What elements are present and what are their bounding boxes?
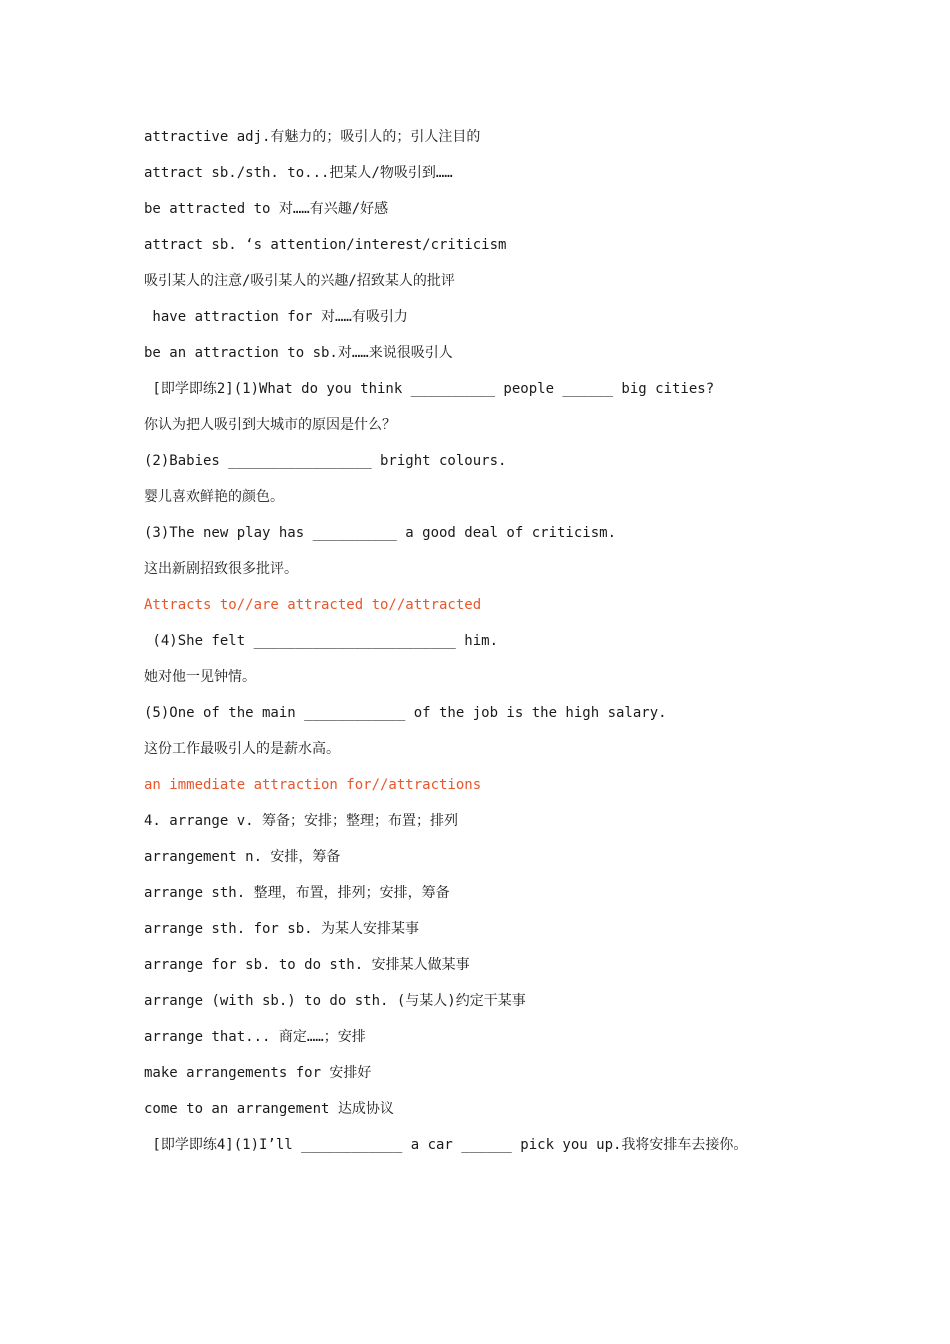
vocab-line-arrange-for-sb-to-do: arrange for sb. to do sth. 安排某人做某事 [144,957,470,973]
exercise-2-answer-1-3: Attracts to//are attracted to//attracted [144,597,482,613]
exercise-2-translation-1: 你认为把人吸引到大城市的原因是什么？ [144,417,396,433]
document-body [144,119,844,1163]
vocab-line-attract-attention: attract sb. ‘s attention/interest/criticism [144,237,507,253]
exercise-2-translation-3: 这出新剧招致很多批评。 [144,561,298,577]
vocab-line-arrange-sth-for-sb: arrange sth. for sb. 为某人安排某事 [144,921,420,937]
exercise-2-question-5: (5)One of the main ____________ of the job is the high salary. [144,705,667,721]
vocab-line-make-arrangements: make arrangements for 安排好 [144,1065,372,1081]
vocab-line-arrangement: arrangement n. 安排，筹备 [144,849,341,865]
exercise-2-translation-4: 她对他一见钟情。 [144,669,256,685]
exercise-2-question-3: (3)The new play has __________ a good deal of criticism. [144,525,617,541]
vocab-line-have-attraction-for: have attraction for 对……有吸引力 [144,309,408,325]
exercise-2-translation-5: 这份工作最吸引人的是薪水高。 [144,741,340,757]
exercise-4-question-1: [即学即练4](1)I’ll ____________ a car ______ pick you up.我将安排车去接你。 [144,1137,748,1153]
exercise-2-question-2: (2)Babies _________________ bright colours. [144,453,507,469]
vocab-heading-arrange: 4. arrange v. 筹备；安排；整理；布置；排列 [144,813,459,829]
vocab-line-be-an-attraction-to: be an attraction to sb.对……来说很吸引人 [144,345,453,361]
vocab-line-arrange-with-sb: arrange (with sb.) to do sth. (与某人)约定干某事 [144,993,526,1009]
vocab-line-attract-attention-translation: 吸引某人的注意/吸引某人的兴趣/招致某人的批评 [144,273,455,289]
vocab-line-come-to-arrangement: come to an arrangement 达成协议 [144,1101,394,1117]
vocab-line-attract-to: attract sb./sth. to...把某人/物吸引到…… [144,165,453,181]
vocab-line-arrange-that: arrange that... 商定……；安排 [144,1029,366,1045]
exercise-2-question-1: [即学即练2](1)What do you think __________ people ______ big cities? [144,381,715,397]
exercise-2-question-4: (4)She felt ________________________ him. [144,633,499,649]
exercise-2-translation-2: 婴儿喜欢鲜艳的颜色。 [144,489,284,505]
exercise-2-answer-4-5: an immediate attraction for//attractions [144,777,482,793]
vocab-line-arrange-sth: arrange sth. 整理，布置，排列；安排，筹备 [144,885,450,901]
vocab-line-attractive: attractive adj.有魅力的；吸引人的；引人注目的 [144,129,481,145]
vocab-line-be-attracted-to: be attracted to 对……有兴趣/好感 [144,201,389,217]
